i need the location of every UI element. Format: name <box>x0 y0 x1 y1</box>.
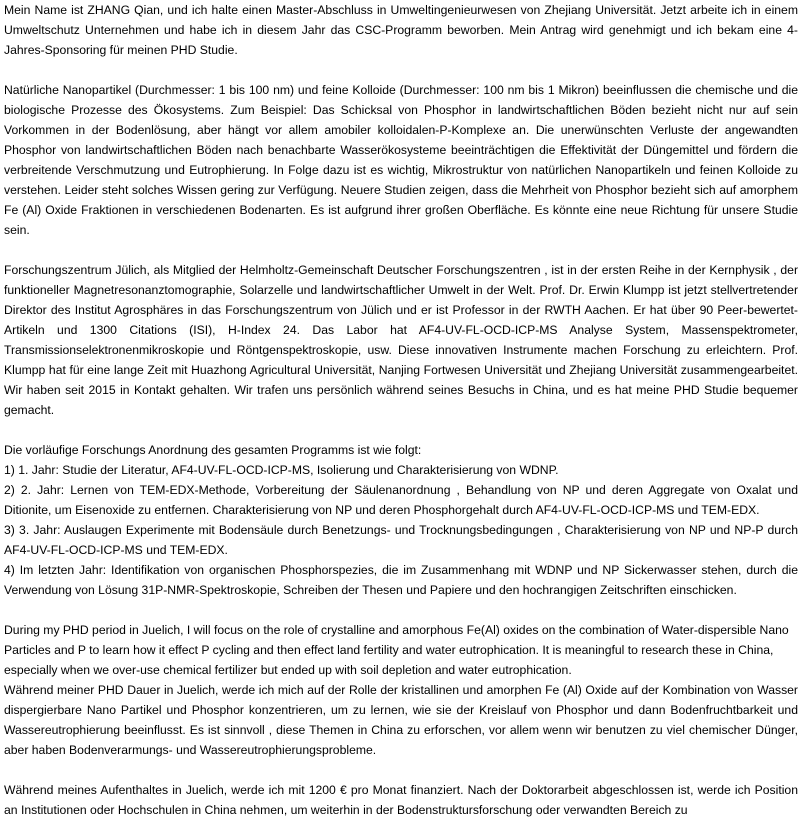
document-body <box>4 0 798 820</box>
plan-item-year-2: 2) 2. Jahr: Lernen von TEM-EDX-Methode, Vorbereitung der Säulenanordnung , Behandlung von NP und deren Aggregate von Oxalat und Ditionite, um Eisenoxide zu entfernen. Charakterisierung von NP und deren Phosphorgehalt durch AF4-UV-FL-OCD-ICP-MS und TEM-EDX. <box>4 483 798 517</box>
research-plan <box>4 440 798 600</box>
research-plan-intro: Die vorläufige Forschungs Anordnung des gesamten Programms ist wie folgt: <box>4 443 422 457</box>
juelich-paragraph: Forschungszentrum Jülich, als Mitglied der Helmholtz-Gemeinschaft Deutscher Forschungszentren , ist in der ersten Reihe in der Kernphysik , der funktioneller Magnetresonanztomographie, Solarzelle und landwirtschaftlicher Umwelt in der Welt. Prof. Dr. Erwin Klumpp ist jetzt stellvertretender Direktor des Institut Agrosphäres in das Forschungszentrum von Jülich und er ist Professor in der RWTH Aachen. Er hat über 90 Peer-bewertet-Artikeln und 1300 Citations (ISI), H-Index 24. Das Labor hat AF4-UV-FL-OCD-ICP-MS Analyse System, Massenspektrometer, Transmissionselektronenmikroskopie und Röntgenspektroskopie, usw. Diese innovativen Instrumente machen Forschung zu erleichtern. Prof. Klumpp hat für eine lange Zeit mit Huazhong Agricultural Universität, Nanjing Fortwesen Universität und Zhejiang Universität zusammengearbeitet. Wir haben seit 2015 in Kontakt gehalten. Wir trafen uns persönlich während seines Besuchs in China, und es hat meine PHD Studie bequemer gemacht. <box>4 263 798 417</box>
german-focus-paragraph: Während meiner PHD Dauer in Juelich, werde ich mich auf der Rolle der kristallinen und amorphen Fe (Al) Oxide auf der Kombination von Wasser dispergierbare Nano Partikel und Phosphor konzentrieren, um zu lernen, wie sie der Kreislauf von Phosphor und dann Bodenfruchtbarkeit und Wassereutrophierung beeinflusst. Es ist sinnvoll , diese Themen in China zu erforschen, vor allem wenn wir benutzen zu viel chemischer Dünger, aber haben Bodenverarmungs- und Wassereutrophierungsprobleme. <box>4 683 798 757</box>
plan-item-final-year: 4) Im letzten Jahr: Identifikation von organischen Phosphorspezies, die im Zusammenhang mit WDNP und NP Sickerwasser stehen, durch die Verwendung von Lösung 31P-NMR-Spektroskopie, Schreiben der Thesen und Papiere und den hochrangigen Zeitschriften einschicken. <box>4 563 798 597</box>
plan-item-year-3: 3) 3. Jahr: Auslaugen Experimente mit Bodensäule durch Benetzungs- und Trocknungsbedingungen , Charakterisierung von NP und NP-P durch AF4-UV-FL-OCD-ICP-MS und TEM-EDX. <box>4 523 798 557</box>
funding-paragraph: Während meines Aufenthaltes in Juelich, werde ich mit 1200 € pro Monat finanziert. Nach der Doktorarbeit abgeschlossen ist, werde ich Position an Institutionen oder Hochschulen in China nehmen, um weiterhin in der Bodenstruktursforschung oder verwandten Bereich zu <box>4 783 798 817</box>
nanoparticles-paragraph: Natürliche Nanopartikel (Durchmesser: 1 bis 100 nm) und feine Kolloide (Durchmesser: 100 nm bis 1 Mikron) beeinflussen die chemische und die biologische Prozesse des Ökosystems. Zum Beispiel: Das Schicksal von Phosphor in landwirtschaftlichen Böden bezieht nicht nur auf sein Vorkommen in der Bodenlösung, aber hängt vor allem amobiler kolloidalen-P-Komplexe an. Die unerwünschten Verluste der angewandten Phosphor von landwirtschaftlichen Böden nach benachbarte Wasserökosysteme beeinträchtigen die Effektivität der Düngemittel und fördern die verbreitende Verschmutzung und Eutrophierung. In Folge dazu ist es wichtig, Mikrostruktur von natürlichen Nanopartikeln und feinen Kolloide zu verstehen. Leider steht solches Wissen gering zur Verfügung. Neuere Studien zeigen, dass die Mehrheit von Phosphor bezieht sich auf amorphem Fe (Al) Oxide Fraktionen in verschiedenen Bodenarten. Es ist aufgrund ihrer großen Oberfläche. Es könnte eine neue Richtung für unsere Studie sein. <box>4 83 798 237</box>
plan-item-year-1: 1) 1. Jahr: Studie der Literatur, AF4-UV-FL-OCD-ICP-MS, Isolierung und Charakterisierung von WDNP. <box>4 463 559 477</box>
intro-paragraph: Mein Name ist ZHANG Qian, und ich halte einen Master-Abschluss in Umweltingenieurwesen von Zhejiang Universität. Jetzt arbeite ich in einem Umweltschutz Unternehmen und habe ich in diesem Jahr das CSC-Programm beworben. Mein Antrag wird genehmigt und ich bekam eine 4-Jahres-Sponsoring für meinen PHD Studie. <box>4 3 798 57</box>
english-focus-paragraph: During my PHD period in Juelich, I will focus on the role of crystalline and amorphous Fe(Al) oxides on the combination of Water-dispersible Nano Particles and P to learn how it effect P cycling and then effect land fertility and water eutrophication. It is meaningful to research these in China, especially when we over-use chemical fertilizer but ended up with soil depletion and water eutrophication. <box>4 623 789 677</box>
